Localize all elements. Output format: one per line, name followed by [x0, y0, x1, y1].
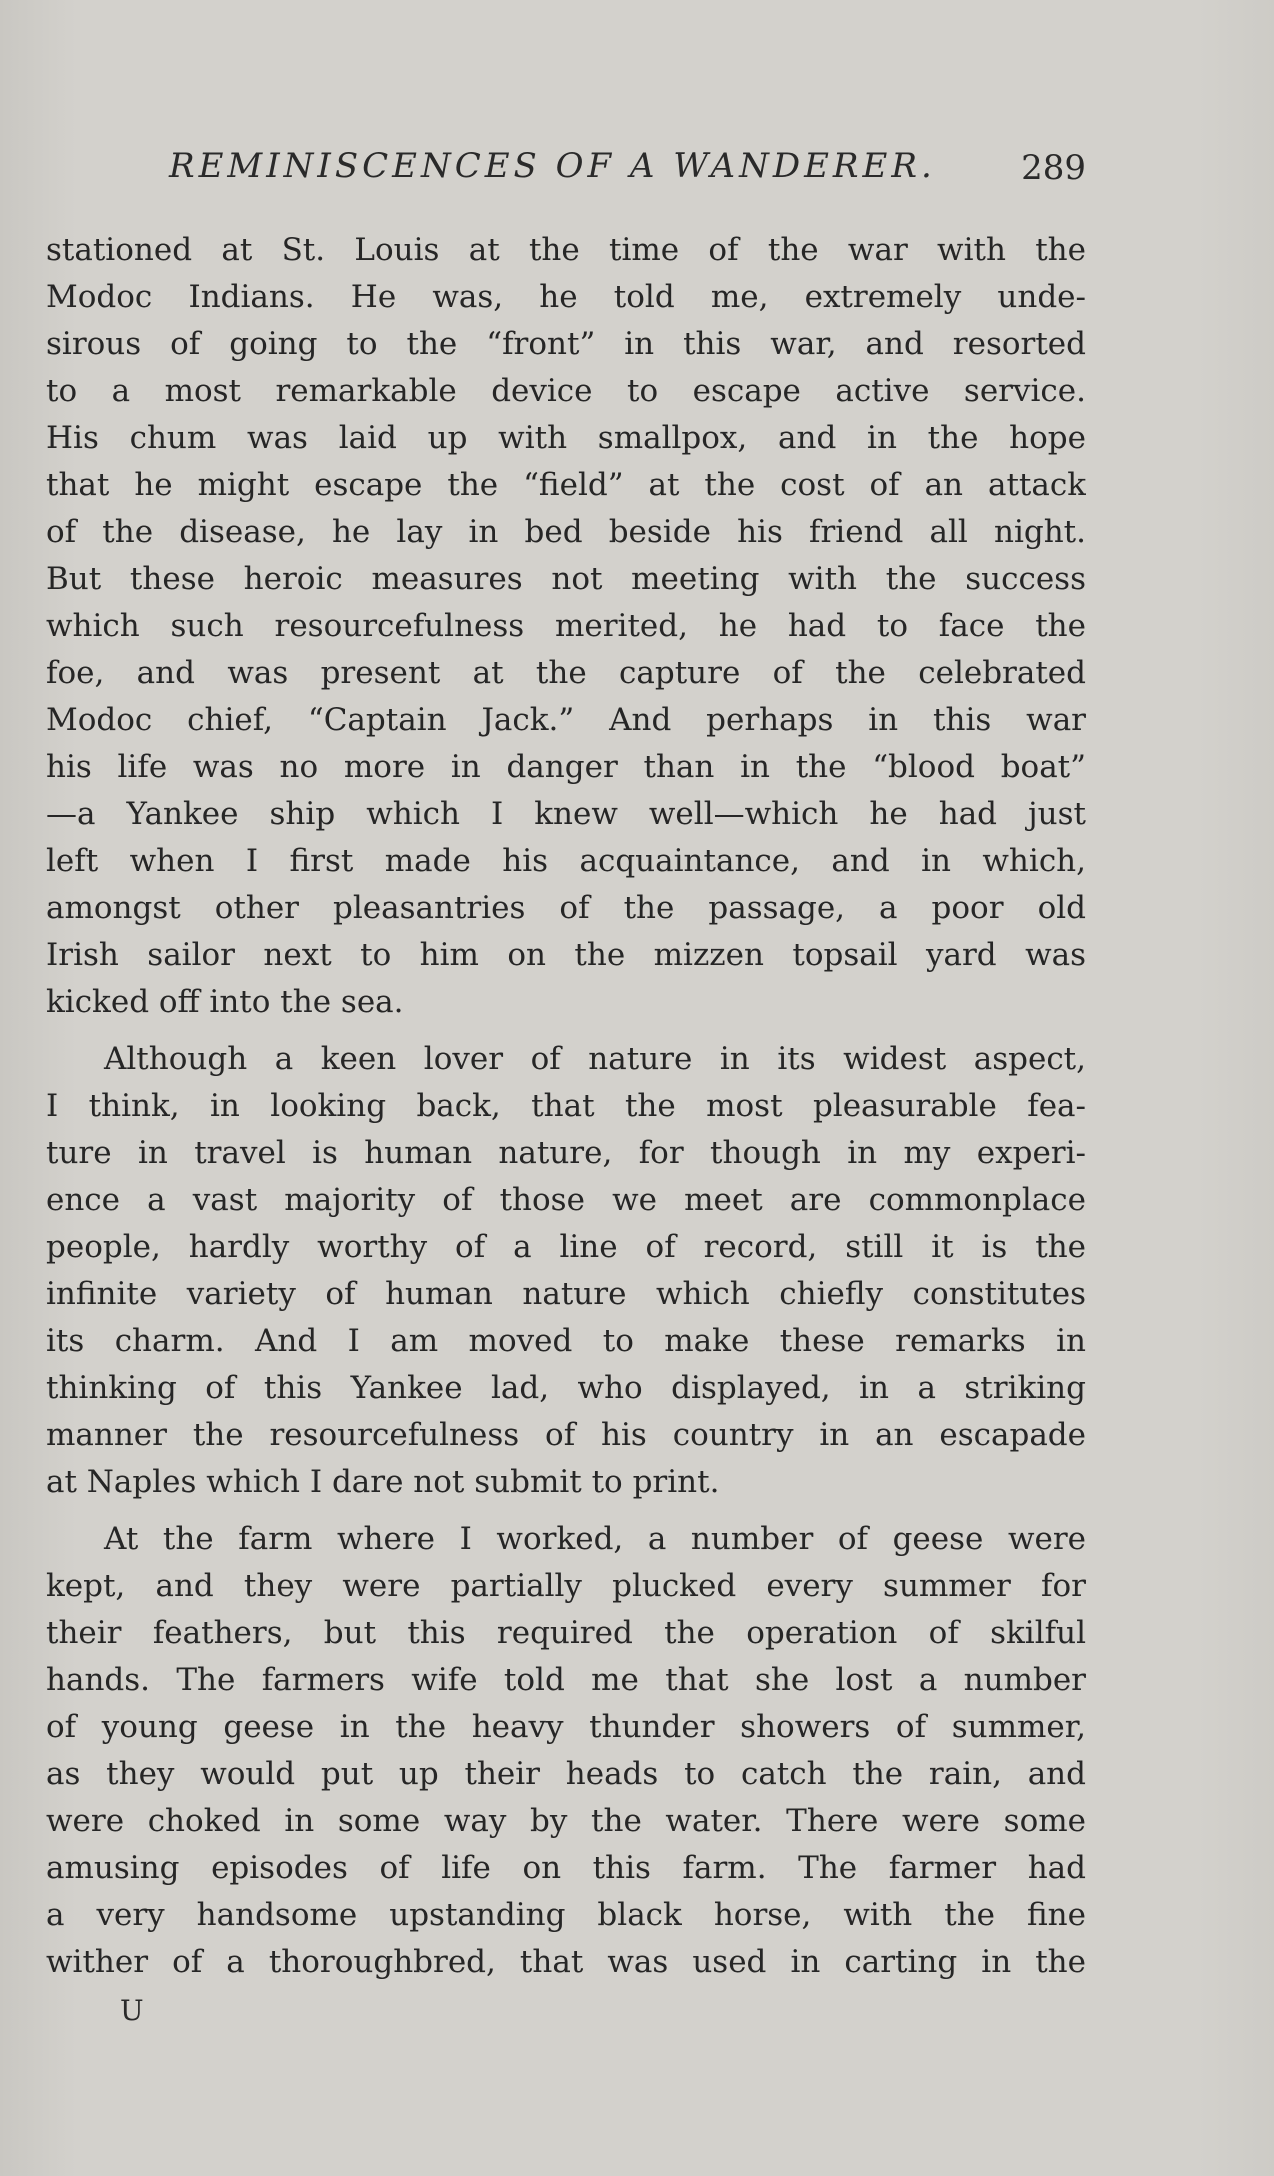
text-line: kicked off into the sea. [46, 984, 404, 1020]
text-line: hands. The farmers wife told me that she lost a number [46, 1662, 1086, 1698]
paragraph [46, 1036, 1086, 1506]
text-line: Irish sailor next to him on the mizzen topsail yard was [46, 937, 1086, 973]
text-line: at Naples which I dare not submit to print. [46, 1464, 720, 1500]
text-line: amusing episodes of life on this farm. The farmer had [46, 1850, 1086, 1886]
text-line: ence a vast majority of those we meet are commonplace [46, 1182, 1086, 1218]
paragraph-gap [46, 1506, 1086, 1516]
text-line: manner the resourcefulness of his country in an escapade [46, 1417, 1086, 1453]
text-line: of the disease, he lay in bed beside his friend all night. [46, 514, 1086, 550]
text-line: I think, in looking back, that the most pleasurable fea- [46, 1088, 1086, 1124]
text-line: people, hardly worthy of a line of record, still it is the [46, 1229, 1086, 1265]
text-line: sirous of going to the “front” in this war, and resorted [46, 326, 1086, 362]
text-line: foe, and was present at the capture of the celebrated [46, 655, 1086, 691]
paragraph [46, 1516, 1086, 1986]
text-line: His chum was laid up with smallpox, and in the hope [46, 420, 1086, 456]
text-line: —a Yankee ship which I knew well—which he had just [46, 796, 1086, 832]
text-line: which such resourcefulness merited, he had to face the [46, 608, 1086, 644]
text-line: that he might escape the “field” at the cost of an attack [46, 467, 1086, 503]
text-line: wither of a thoroughbred, that was used in carting in the [46, 1944, 1086, 1980]
text-line: At the farm where I worked, a number of geese were [104, 1521, 1086, 1557]
text-line: their feathers, but this required the operation of skilful [46, 1615, 1086, 1651]
text-line: thinking of this Yankee lad, who displayed, in a striking [46, 1370, 1086, 1406]
text-line: left when I first made his acquaintance, and in which, [46, 843, 1086, 879]
signature-mark: U [120, 1994, 144, 2027]
body-text [46, 227, 1086, 1986]
text-line: as they would put up their heads to catch the rain, and [46, 1756, 1086, 1792]
page-header [46, 146, 1086, 196]
text-line: were choked in some way by the water. There were some [46, 1803, 1086, 1839]
text-line: kept, and they were partially plucked every summer for [46, 1568, 1086, 1604]
text-line: his life was no more in danger than in the “blood boat” [46, 749, 1086, 785]
text-line: a very handsome upstanding black horse, with the fine [46, 1897, 1086, 1933]
text-line: infinite variety of human nature which chiefly constitutes [46, 1276, 1086, 1312]
text-line: stationed at St. Louis at the time of the war with the [46, 232, 1086, 268]
text-line: to a most remarkable device to escape active service. [46, 373, 1086, 409]
text-line: its charm. And I am moved to make these remarks in [46, 1323, 1086, 1359]
text-line: ture in travel is human nature, for though in my experi- [46, 1135, 1086, 1171]
text-line: Although a keen lover of nature in its widest aspect, [104, 1041, 1086, 1077]
text-line: amongst other pleasantries of the passage, a poor old [46, 890, 1086, 926]
text-line: But these heroic measures not meeting with the success [46, 561, 1086, 597]
text-line: Modoc chief, “Captain Jack.” And perhaps in this war [46, 702, 1086, 738]
text-line: Modoc Indians. He was, he told me, extremely unde- [46, 279, 1086, 315]
paragraph [46, 227, 1086, 1026]
running-title: REMINISCENCES OF A WANDERER. [169, 146, 936, 186]
paragraph-gap [46, 1026, 1086, 1036]
page-number: 289 [1021, 148, 1086, 188]
text-line: of young geese in the heavy thunder showers of summer, [46, 1709, 1086, 1745]
